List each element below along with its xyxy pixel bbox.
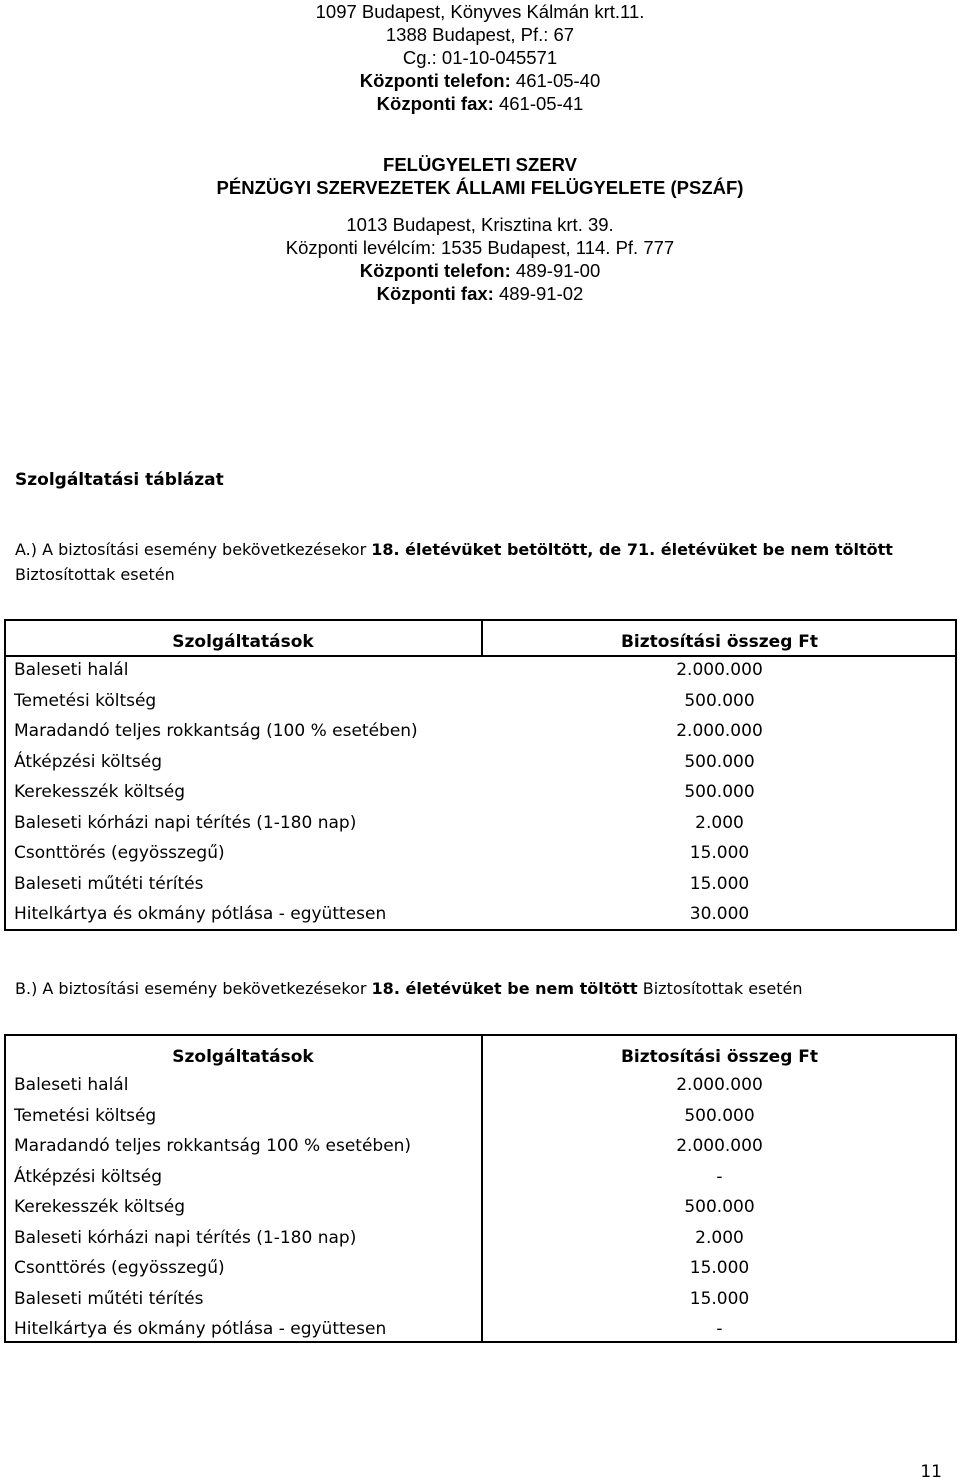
table-row [4, 777, 957, 808]
service-cell: Hitelkártya és okmány pótlása - együttesen [14, 1319, 387, 1340]
section-b-intro-bold: 18. életévüket be nem töltött [371, 979, 638, 998]
insurer-address-block [0, 0, 960, 115]
service-cell: Átképzési költség [14, 1166, 162, 1187]
amount-cell: 2.000 [695, 812, 744, 833]
authority-address: 1013 Budapest, Krisztina krt. 39. [346, 214, 614, 235]
table-row [4, 838, 957, 869]
amount-cell: - [716, 1166, 723, 1187]
supervisory-authority-block [0, 153, 960, 305]
service-cell: Csonttörés (egyösszegű) [14, 1258, 225, 1279]
central-fax-label: Központi fax: [376, 93, 494, 114]
amount-cell: 500.000 [684, 751, 755, 772]
table-row [4, 1192, 957, 1223]
service-cell: Baleseti műtéti térítés [14, 873, 204, 894]
table-row [4, 1253, 957, 1284]
company-registration: Cg.: 01-10-045571 [402, 47, 558, 68]
table-row [4, 808, 957, 839]
section-b-intro-pre: B.) A biztosítási esemény bekövetkezésekor [15, 979, 372, 998]
amount-cell: 500.000 [684, 1105, 755, 1126]
amount-cell: 15.000 [689, 1258, 750, 1279]
address-line-2: 1388 Budapest, Pf.: 67 [385, 24, 575, 45]
service-cell: Kerekesszék költség [14, 1197, 186, 1218]
service-cell: Baleseti műtéti térítés [14, 1288, 204, 1309]
authority-phone-value: 489-91-00 [510, 260, 601, 281]
table-row [4, 1162, 957, 1193]
column-header-services: Szolgáltatások [172, 632, 314, 652]
section-title: Szolgáltatási táblázat [15, 470, 224, 490]
amount-cell: 500.000 [684, 1197, 755, 1218]
authority-name-2: PÉNZÜGYI SZERVEZETEK ÁLLAMI FELÜGYELETE (PSZÁF) [216, 177, 744, 198]
table-row [4, 686, 957, 717]
amount-cell: 2.000 [695, 1227, 744, 1248]
service-table-b [4, 1036, 957, 1345]
table-row [4, 716, 957, 747]
amount-cell: 2.000.000 [676, 1075, 763, 1096]
page-number: 11 [920, 1462, 942, 1482]
service-cell: Kerekesszék költség [14, 782, 186, 803]
service-cell: Maradandó teljes rokkantság 100 % esetében) [14, 1136, 412, 1157]
section-a-intro-pre: A.) A biztosítási esemény bekövetkezésekor [15, 540, 372, 559]
amount-cell: 500.000 [684, 690, 755, 711]
service-cell: Baleseti halál [14, 1075, 129, 1096]
authority-phone [0, 259, 960, 282]
amount-cell: 2.000.000 [676, 721, 763, 742]
central-fax [0, 92, 960, 115]
column-header-amount: Biztosítási összeg Ft [620, 1047, 819, 1067]
column-header-services: Szolgáltatások [172, 1047, 314, 1067]
service-cell: Átképzési költség [14, 751, 162, 772]
authority-postal-address: Központi levélcím: 1535 Budapest, 114. Pf. 777 [285, 237, 675, 258]
amount-cell: 15.000 [689, 843, 750, 864]
authority-fax-value: 489-91-02 [493, 283, 584, 304]
service-cell: Csonttörés (egyösszegű) [14, 843, 225, 864]
service-table-a [4, 621, 957, 930]
central-fax-value: 461-05-41 [493, 93, 584, 114]
table-row [4, 869, 957, 900]
table-row [4, 1070, 957, 1101]
service-cell: Baleseti kórházi napi térítés (1-180 nap) [14, 812, 357, 833]
service-cell: Hitelkártya és okmány pótlása - együttesen [14, 904, 387, 925]
section-a-intro [15, 537, 893, 587]
section-a-intro-post: Biztosítottak esetén [15, 565, 175, 584]
authority-name-1: FELÜGYELETI SZERV [383, 154, 577, 175]
table-row [4, 899, 957, 930]
amount-cell: 2.000.000 [676, 660, 763, 681]
table-header-row [4, 1036, 957, 1070]
section-a-intro-bold: 18. életévüket betöltött, de 71. életévüket be nem töltött [371, 540, 893, 559]
authority-phone-label: Központi telefon: [359, 260, 511, 281]
amount-cell: 30.000 [689, 904, 750, 925]
table-row [4, 1223, 957, 1254]
table-header-row [4, 621, 957, 655]
central-phone-label: Központi telefon: [359, 70, 511, 91]
central-phone-value: 461-05-40 [510, 70, 601, 91]
section-b-intro [15, 976, 802, 1001]
address-line-1: 1097 Budapest, Könyves Kálmán krt.11. [315, 1, 645, 22]
section-b-intro-post: Biztosítottak esetén [637, 979, 803, 998]
service-cell: Temetési költség [14, 690, 157, 711]
amount-cell: - [716, 1319, 723, 1340]
service-cell: Baleseti kórházi napi térítés (1-180 nap) [14, 1227, 357, 1248]
table-row [4, 747, 957, 778]
table-row [4, 1131, 957, 1162]
service-cell: Temetési költség [14, 1105, 157, 1126]
column-header-amount: Biztosítási összeg Ft [620, 632, 819, 652]
amount-cell: 15.000 [689, 873, 750, 894]
amount-cell: 15.000 [689, 1288, 750, 1309]
authority-fax-label: Központi fax: [376, 283, 494, 304]
table-row [4, 1284, 957, 1315]
service-cell: Maradandó teljes rokkantság (100 % esetében) [14, 721, 418, 742]
amount-cell: 2.000.000 [676, 1136, 763, 1157]
table-row [4, 655, 957, 686]
service-cell: Baleseti halál [14, 660, 129, 681]
authority-fax [0, 282, 960, 305]
amount-cell: 500.000 [684, 782, 755, 803]
table-row [4, 1314, 957, 1345]
central-phone [0, 69, 960, 92]
table-row [4, 1101, 957, 1132]
